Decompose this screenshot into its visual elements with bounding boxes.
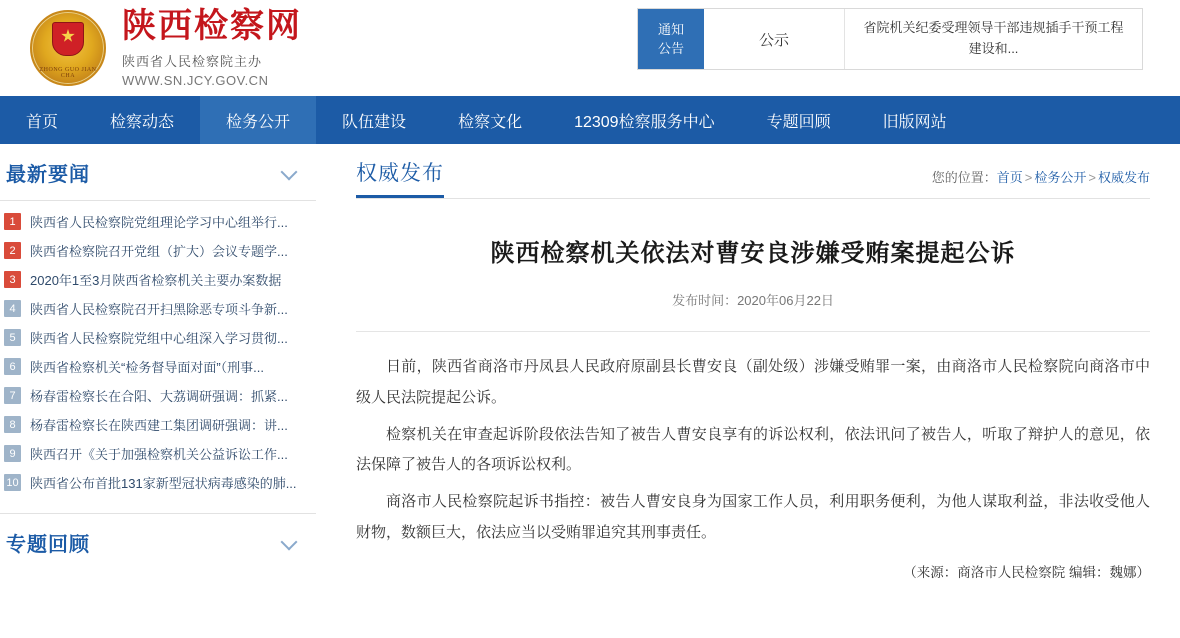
list-item-rank: 2 — [4, 242, 21, 259]
list-item[interactable] — [0, 381, 316, 410]
breadcrumb-item-home[interactable]: 首页 — [996, 170, 1023, 185]
tab-notice-line2: 公告 — [657, 41, 684, 56]
sidebar-title: 最新要闻 — [6, 163, 90, 186]
list-item-label: 陕西省人民检察院党组中心组深入学习贯彻... — [30, 331, 288, 346]
breadcrumb-item-current[interactable]: 权威发布 — [1097, 170, 1150, 185]
procuratorate-emblem-icon — [30, 10, 106, 86]
list-item[interactable] — [0, 207, 316, 236]
main-column — [330, 144, 1180, 638]
nav-item-culture[interactable]: 检察文化 — [458, 113, 523, 131]
main-navigation — [0, 96, 1180, 144]
list-item-label: 杨春雷检察长在合阳、大荔调研强调：抓紧... — [30, 389, 288, 404]
nav-item-home[interactable]: 首页 — [26, 113, 59, 131]
article-body — [356, 352, 1150, 549]
breadcrumb-item-open-affairs[interactable]: 检务公开 — [1034, 170, 1087, 185]
page-content — [0, 144, 1180, 638]
site-header — [0, 0, 1180, 96]
list-item-rank: 6 — [4, 358, 21, 375]
notice-headline-link[interactable]: 省院机关纪委受理领导干部违规插手干预工程建设和... — [863, 20, 1124, 56]
list-item[interactable] — [0, 410, 316, 439]
article-paragraph: 商洛市人民检察院起诉书指控：被告人曹安良身为国家工作人员，利用职务便利，为他人谋取利益，非法收受他人财物，数额巨大，依法应当以受贿罪追究其刑事责任。 — [356, 493, 1150, 541]
article-publish-time: 发布时间：2020年06月22日 — [672, 293, 834, 308]
site-logo[interactable] — [30, 8, 302, 88]
nav-item-special-topics[interactable]: 专题回顾 — [766, 113, 831, 131]
list-item-rank: 10 — [4, 474, 21, 491]
nav-item-news[interactable]: 检察动态 — [110, 113, 175, 131]
nav-item-service-center[interactable]: 12309检察服务中心 — [574, 113, 715, 131]
chevron-down-icon[interactable] — [282, 164, 298, 180]
brand-block — [122, 8, 302, 88]
list-item-rank: 7 — [4, 387, 21, 404]
list-item[interactable] — [0, 439, 316, 468]
list-item-label: 2020年1至3月陕西省检察机关主要办案数据 — [30, 273, 282, 288]
main-header — [356, 144, 1150, 199]
list-item[interactable] — [0, 352, 316, 381]
nav-item-old-site[interactable]: 旧版网站 — [882, 113, 947, 131]
list-item-rank: 8 — [4, 416, 21, 433]
list-item-label: 杨春雷检察长在陕西建工集团调研强调：讲... — [30, 418, 288, 433]
tab-notice-announcement[interactable] — [638, 9, 704, 69]
list-item[interactable] — [0, 236, 316, 265]
news-list — [0, 207, 316, 497]
nav-item-team-building[interactable]: 队伍建设 — [342, 113, 407, 131]
sidebar — [0, 144, 330, 638]
tab-notice-line1: 通知 — [657, 21, 684, 37]
list-item-rank: 4 — [4, 300, 21, 317]
article-source: （来源：商洛市人民检察院 编辑：魏娜） — [903, 564, 1150, 580]
article-paragraph: 日前，陕西省商洛市丹凤县人民政府原副县长曹安良（副处级）涉嫌受贿罪一案，由商洛市人民检察院向商洛市中级人民法院提起公诉。 — [356, 358, 1150, 406]
nav-item-open-affairs[interactable]: 检务公开 — [200, 96, 316, 144]
list-item-rank: 3 — [4, 271, 21, 288]
article-paragraph: 检察机关在审查起诉阶段依法告知了被告人曹安良享有的诉讼权利，依法讯问了被告人，听取了辩护人的意见，依法保障了被告人的各项诉讼权利。 — [356, 425, 1150, 474]
list-item-label: 陕西省检察院召开党组（扩大）会议专题学... — [30, 244, 288, 259]
tab-publicity[interactable]: 公示 — [704, 9, 845, 69]
emblem-shield-icon — [52, 22, 84, 56]
site-subtitle: 陕西省人民检察院主办 — [122, 54, 263, 70]
notice-box — [637, 8, 1143, 70]
breadcrumb-separator: > — [1024, 170, 1033, 185]
emblem-arc-text: ZHONG GUO JIAN CHA — [39, 66, 97, 79]
article-divider — [356, 331, 1150, 332]
list-item-label: 陕西省人民检察院党组理论学习中心组举行... — [30, 215, 288, 230]
list-item-rank: 5 — [4, 329, 21, 346]
list-item[interactable] — [0, 323, 316, 352]
sidebar-second-title: 专题回顾 — [6, 533, 90, 556]
list-item-label: 陕西省检察机关“检务督导面对面”（刑事... — [30, 360, 264, 375]
list-item-label: 陕西召开《关于加强检察机关公益诉讼工作... — [30, 447, 288, 462]
page-title: 权威发布 — [356, 157, 444, 198]
list-item-rank: 1 — [4, 213, 21, 230]
list-item[interactable] — [0, 265, 316, 294]
site-url: WWW.SN.JCY.GOV.CN — [122, 73, 269, 89]
breadcrumb — [932, 167, 1150, 198]
sidebar-section-latest-news[interactable] — [0, 144, 316, 201]
breadcrumb-label: 您的位置： — [931, 170, 997, 185]
list-item-label: 陕西省公布首批131家新型冠状病毒感染的肺... — [30, 476, 297, 491]
list-item[interactable] — [0, 468, 316, 497]
list-item[interactable] — [0, 294, 316, 323]
chevron-down-icon[interactable] — [282, 534, 298, 550]
sidebar-section-special-topics[interactable] — [0, 513, 316, 570]
article-title: 陕西检察机关依法对曹安良涉嫌受贿案提起公诉 — [490, 240, 1016, 267]
breadcrumb-separator: > — [1088, 170, 1096, 185]
list-item-rank: 9 — [4, 445, 21, 462]
list-item-label: 陕西省人民检察院召开扫黑除恶专项斗争新... — [30, 302, 288, 317]
site-title: 陕西检察网 — [122, 7, 302, 45]
